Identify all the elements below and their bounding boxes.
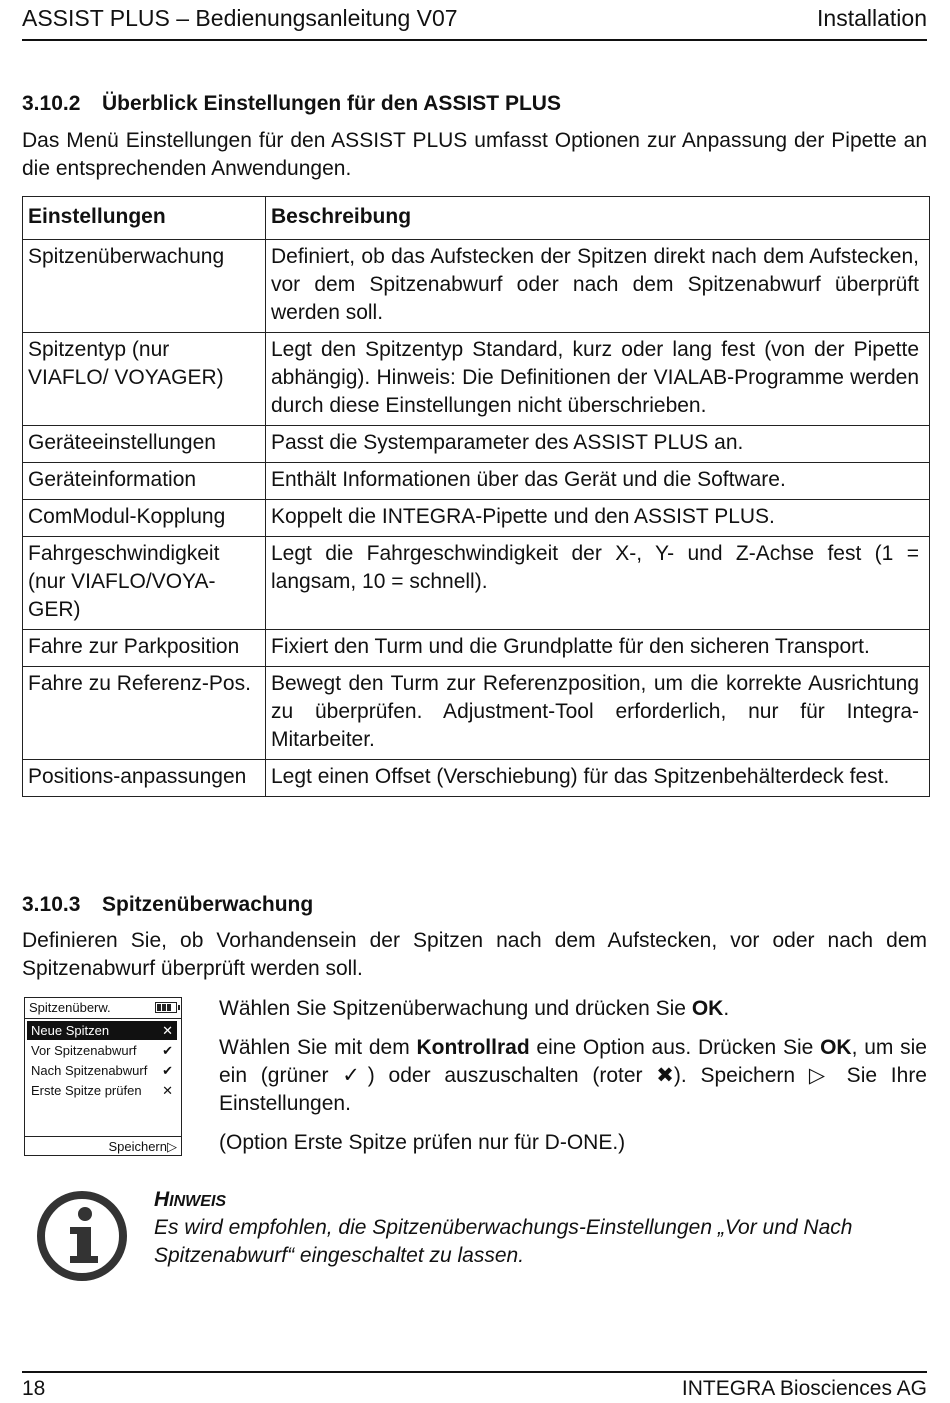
section-intro: Definieren Sie, ob Vorhandensein der Spitzen nach dem Aufstecken, vor oder nach dem Spitzenabwurf überprüft werden soll. [22,929,927,980]
setting-name: Geräteeinstellungen [23,426,266,463]
setting-description: Koppelt die INTEGRA-Pipette und den ASSIST PLUS. [266,500,930,537]
page-number: 18 [22,1377,46,1400]
setting-name: Fahre zur Parkposition [23,630,266,667]
step-3: (Option Erste Spitze prüfen nur für D-ONE.) [219,1131,626,1154]
section-name: Installation [817,5,927,31]
setting-description: Fixiert den Turm und die Grundplatte für den sicheren Transport. [266,630,930,667]
note-text: Es wird empfohlen, die Spitzenüberwachungs-Einstellungen „Vor und Nach Spitzenabwurf“ eingeschaltet zu lassen. [154,1216,853,1267]
menu-item-neue-spitzen[interactable] [27,1021,177,1040]
cross-icon: ✕ [162,1023,173,1038]
info-icon [36,1190,128,1282]
setting-description: Bewegt den Turm zur Referenzposition, um die korrekte Ausrichtung zu überprüfen. Adjustment-Tool erforderlich, nur für Integra-Mitarbeiter. [266,667,930,760]
document-title: ASSIST PLUS – Bedienungsanleitung V07 [22,5,458,31]
table-row [23,240,930,333]
device-screen [24,997,182,1156]
setting-description: Legt die Fahrgeschwindigkeit der X-, Y- und Z-Achse fest (1 = langsam, 10 = schnell). [266,537,930,630]
battery-icon [155,1002,177,1013]
setting-name: Geräteinformation [23,463,266,500]
table-header-row [23,197,930,240]
cross-icon: ✕ [162,1083,173,1098]
save-softkey[interactable]: Speichern▷ [25,1136,181,1155]
setting-description: Legt einen Offset (Verschiebung) für das Spitzenbehälterdeck fest. [266,760,930,797]
menu-item-label: Neue Spitzen [31,1023,110,1038]
device-title: Spitzenüberw. [29,1000,111,1015]
table-row [23,630,930,667]
menu-item-erste-spitze-pruefen[interactable] [27,1081,177,1100]
menu-item-nach-spitzenabwurf[interactable] [27,1061,177,1080]
table-row [23,500,930,537]
setting-description: Passt die Systemparameter des ASSIST PLUS an. [266,426,930,463]
setting-name: Fahre zu Referenz-Pos. [23,667,266,760]
menu-item-label: Erste Spitze prüfen [31,1083,142,1098]
instruction-steps [219,995,927,1168]
settings-table [22,196,930,797]
page-footer [22,1371,927,1403]
setting-description: Definiert, ob das Aufstecken der Spitzen direkt nach dem Aufstecken, vor dem Spitzenabwurf oder nach dem Spitzenabwurf überprüft werden soll. [266,240,930,333]
menu-item-label: Nach Spitzenabwurf [31,1063,148,1078]
table-row [23,426,930,463]
menu-item-vor-spitzenabwurf[interactable] [27,1041,177,1060]
setting-name: Spitzenüberwachung [23,240,266,333]
section-title: Überblick Einstellungen für den ASSIST PLUS [102,92,561,115]
check-icon: ✔ [162,1043,173,1058]
setting-description: Legt den Spitzentyp Standard, kurz oder lang fest (von der Pipette abhängig). Hinweis: Die Definitionen der VIALAB-Programme werden durch diese Einstellungen nicht überschrieben. [266,333,930,426]
section-number: 3.10.3 [22,893,81,916]
column-header-settings: Einstellungen [23,197,266,240]
column-header-description: Beschreibung [266,197,930,240]
table-row [23,760,930,797]
table-row [23,333,930,426]
section-heading-3-10-3 [22,891,313,919]
check-icon: ✔ [162,1063,173,1078]
table-row [23,463,930,500]
setting-description: Enthält Informationen über das Gerät und die Software. [266,463,930,500]
setting-name: Fahrgeschwindigkeit (nur VIAFLO/VOYA-GER) [23,537,266,630]
table-row [23,667,930,760]
section-heading-3-10-2 [22,90,561,118]
menu-item-label: Vor Spitzenabwurf [31,1043,137,1058]
setting-name: Positions-anpassungen [23,760,266,797]
section-intro: Das Menü Einstellungen für den ASSIST PLUS umfasst Optionen zur Anpassung der Pipette an die entsprechenden Anwendungen. [22,129,927,180]
step-2: Wählen Sie mit dem Kontrollrad eine Option aus. Drücken Sie OK, um sie ein (grüner ✓) oder auszuschalten (roter ✖). Speichern ▷ Sie Ihre Einstellungen. [219,1036,927,1115]
setting-name: Spitzentyp (nur VIAFLO/ VOYAGER) [23,333,266,426]
step-1: Wählen Sie Spitzenüberwachung und drücken Sie OK. [219,997,730,1020]
table-row [23,537,930,630]
company-name: INTEGRA Biosciences AG [681,1377,927,1400]
section-number: 3.10.2 [22,92,81,115]
page-header [22,3,927,41]
section-title: Spitzenüberwachung [102,893,314,916]
note-title: HINWEIS [154,1188,227,1211]
setting-name: ComModul-Kopplung [23,500,266,537]
device-title-bar [25,998,181,1019]
